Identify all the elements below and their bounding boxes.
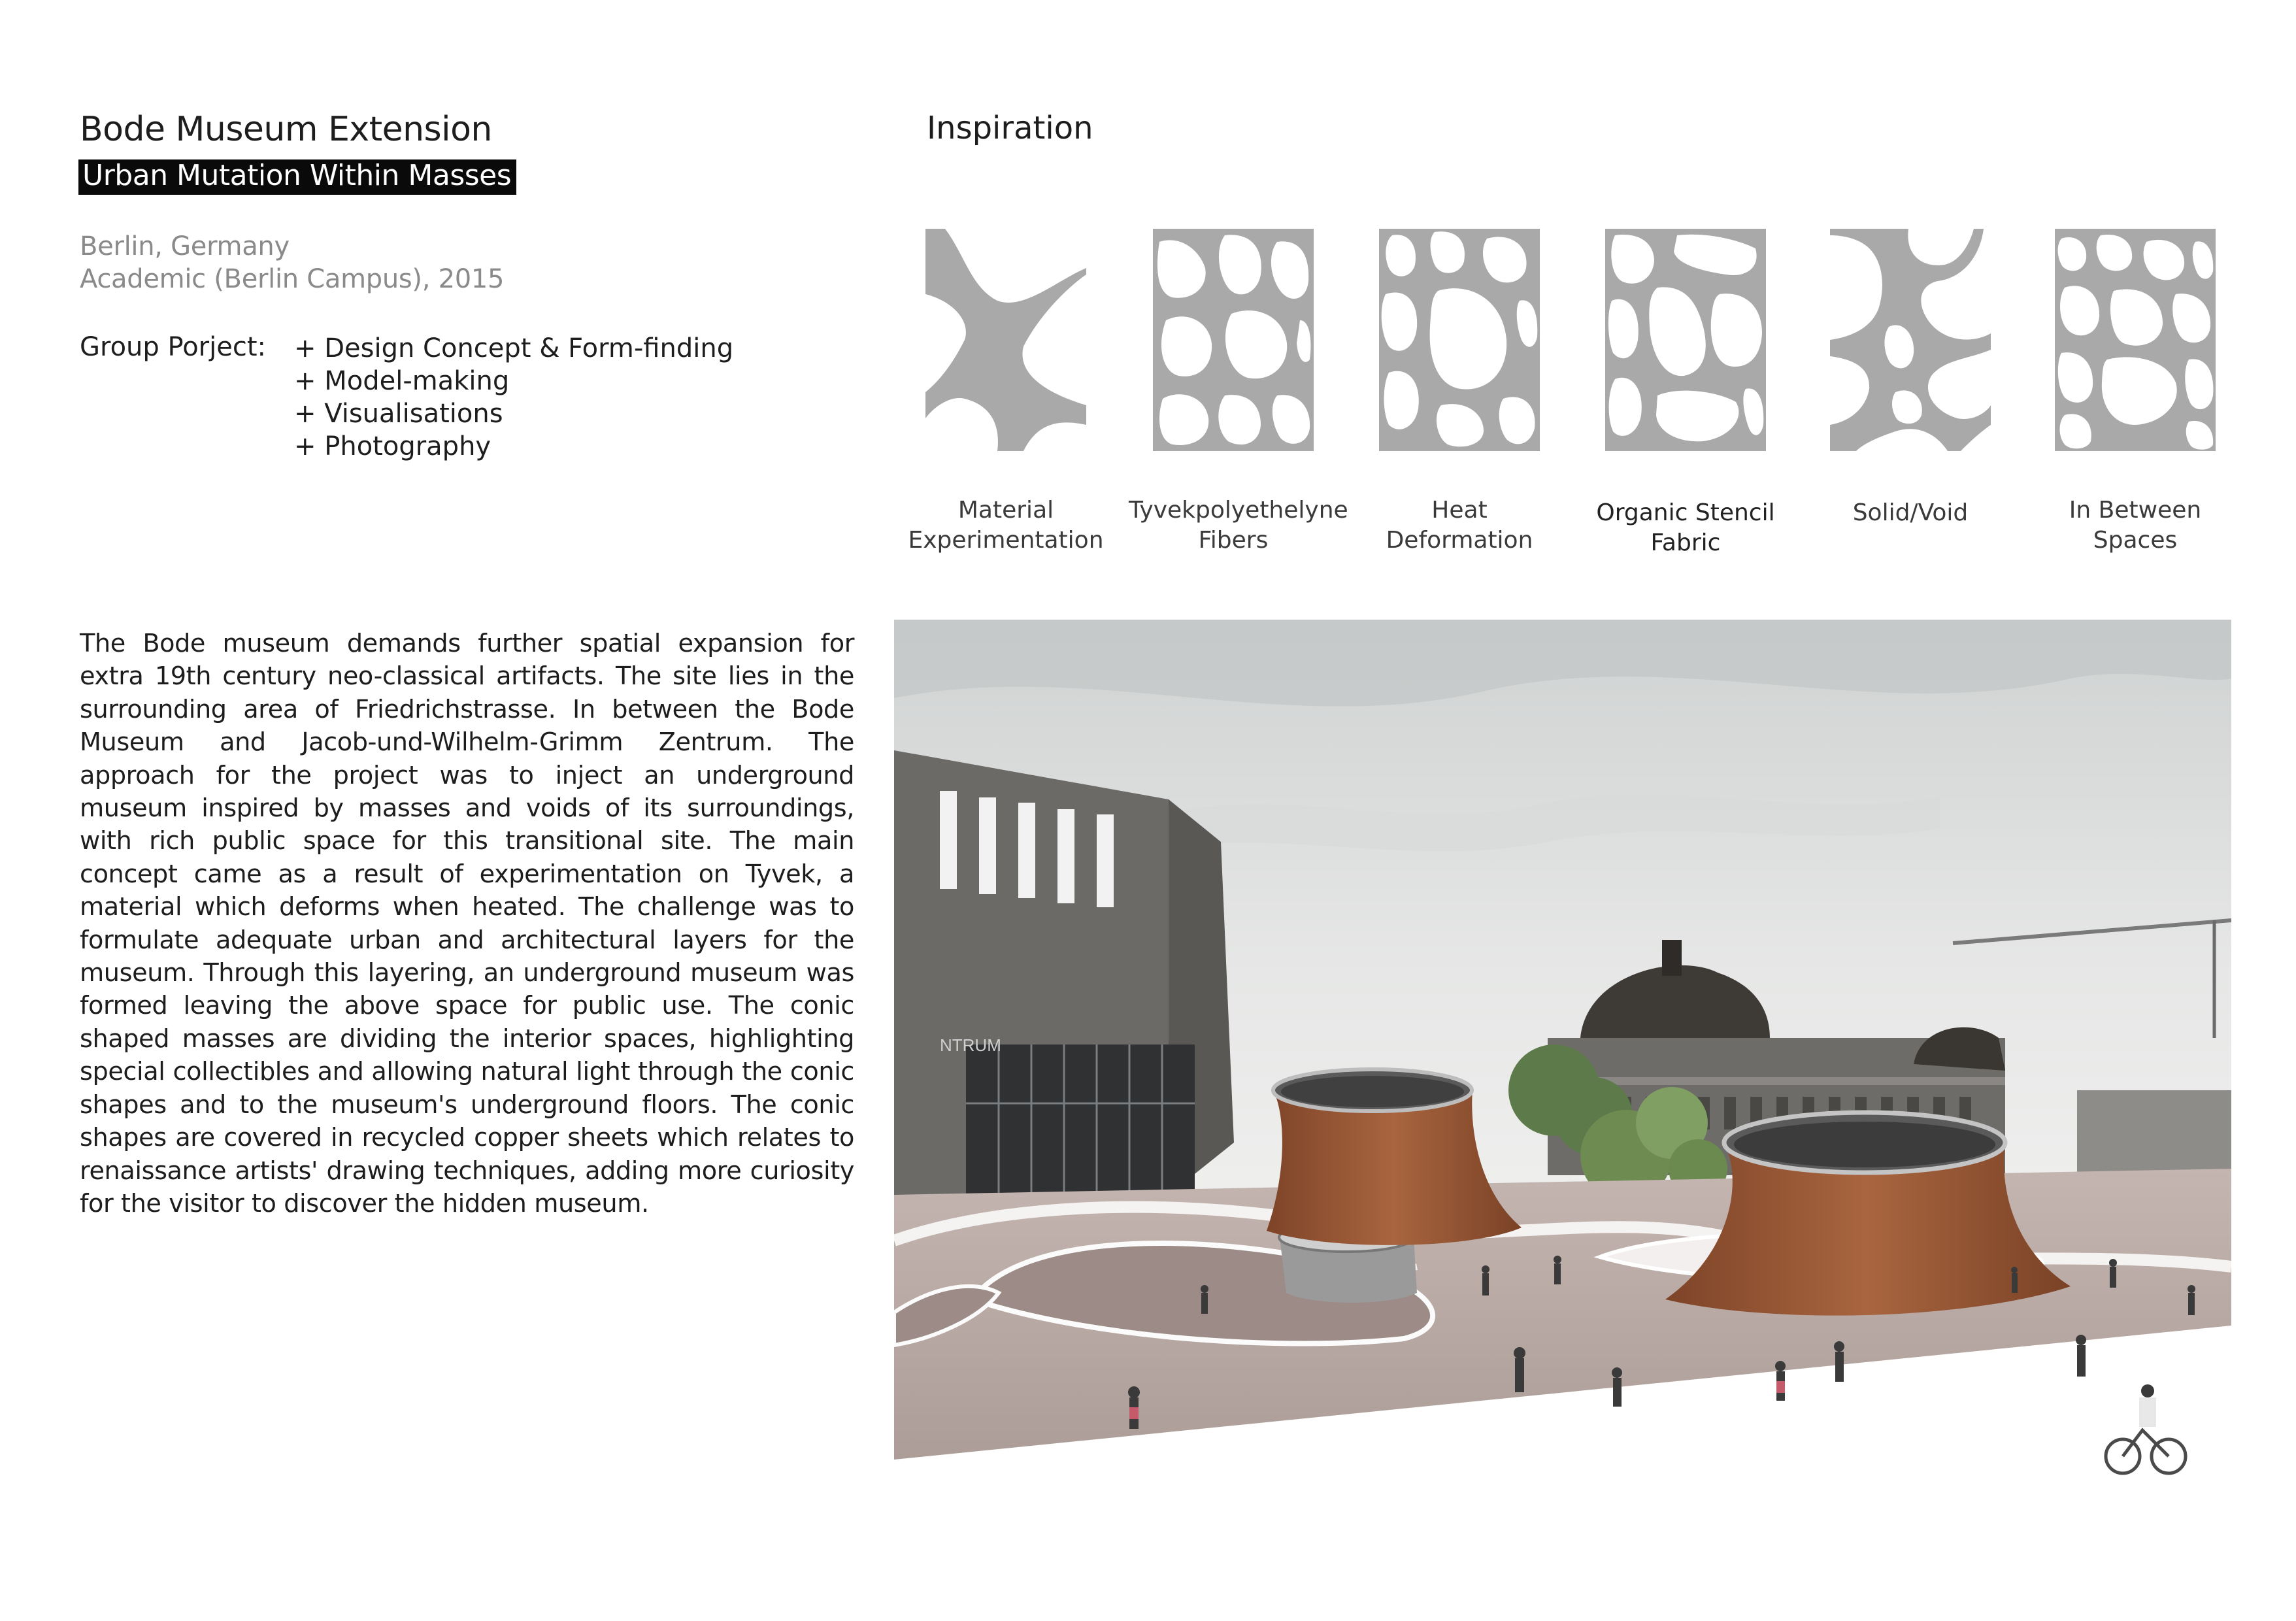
location-text: Berlin, Germany <box>80 231 290 261</box>
inspiration-pattern-in-between <box>2055 229 2216 451</box>
caption-line: In Between <box>2069 497 2202 524</box>
inspiration-pattern-heat <box>1379 229 1540 451</box>
group-task-item: + Photography <box>294 431 491 461</box>
caption-line: Tyvekpolyethelyne <box>1129 497 1348 524</box>
caption-line: Spaces <box>2093 527 2178 554</box>
group-project-label: Group Porject: <box>80 332 266 362</box>
caption-heat-deformation <box>1355 495 1564 556</box>
caption-material-experimentation <box>901 495 1110 556</box>
grimm-zentrum-building <box>894 750 1234 1208</box>
project-description: The Bode museum demands further spatial expansion for extra 19th century neo-classical artifacts. The site lies in the surrounding area of Friedrichstrasse. In between the Bode Museum and Jacob-und-Wilhelm-Grimm Zentrum. The approach for the project was to inject an underground museum inspired by masses and voids of its surroundings, with rich public space for this transitional site. The main concept came as a result of experimentation on Tyvek, a material which deforms when heated. The challenge was to formulate adequate urban and architectural layers for the museum. Through this layering, an underground museum was formed leaving the above space for public use. The conic shaped masses are dividing the interior spaces, highlighting special collectibles and allowing natural light through the conic shapes and to the museum's underground floors. The conic shapes are covered in recycled copper sheets which relates to renaissance artists' drawing techniques, adding more curiosity for the visitor to discover the hidden museum. <box>80 629 854 1218</box>
building-sign: NTRUM <box>940 1035 1001 1055</box>
inspiration-pattern-material <box>925 229 1086 451</box>
inspiration-pattern-tyvek <box>1153 229 1314 451</box>
project-title: Bode Museum Extension <box>80 110 492 149</box>
caption-line: Experimentation <box>908 527 1104 554</box>
group-task-item: + Visualisations <box>294 399 503 429</box>
group-task-item: + Design Concept & Form-finding <box>294 333 734 363</box>
group-task-list <box>294 332 733 463</box>
inspiration-heading: Inspiration <box>927 110 1093 146</box>
caption-line: Solid/Void <box>1852 499 1969 526</box>
project-subtitle: Urban Mutation Within Masses <box>78 159 516 195</box>
caption-line: Fibers <box>1198 527 1269 554</box>
inspiration-pattern-organic-stencil <box>1605 229 1766 451</box>
group-task-item: + Model-making <box>294 366 510 396</box>
caption-tyvek-fibers <box>1129 495 1348 556</box>
museum-plaza-render <box>894 620 2231 1509</box>
caption-line: Deformation <box>1386 527 1533 554</box>
caption-solid-void <box>1806 498 2015 528</box>
caption-organic-stencil <box>1581 498 1790 558</box>
caption-line: Organic Stencil <box>1596 499 1775 526</box>
academic-text: Academic (Berlin Campus), 2015 <box>80 264 505 294</box>
caption-in-between <box>2031 495 2240 556</box>
inspiration-pattern-solid-void <box>1830 229 1991 451</box>
caption-line: Material <box>957 497 1054 524</box>
caption-line: Fabric <box>1650 529 1721 556</box>
caption-line: Heat <box>1431 497 1488 524</box>
